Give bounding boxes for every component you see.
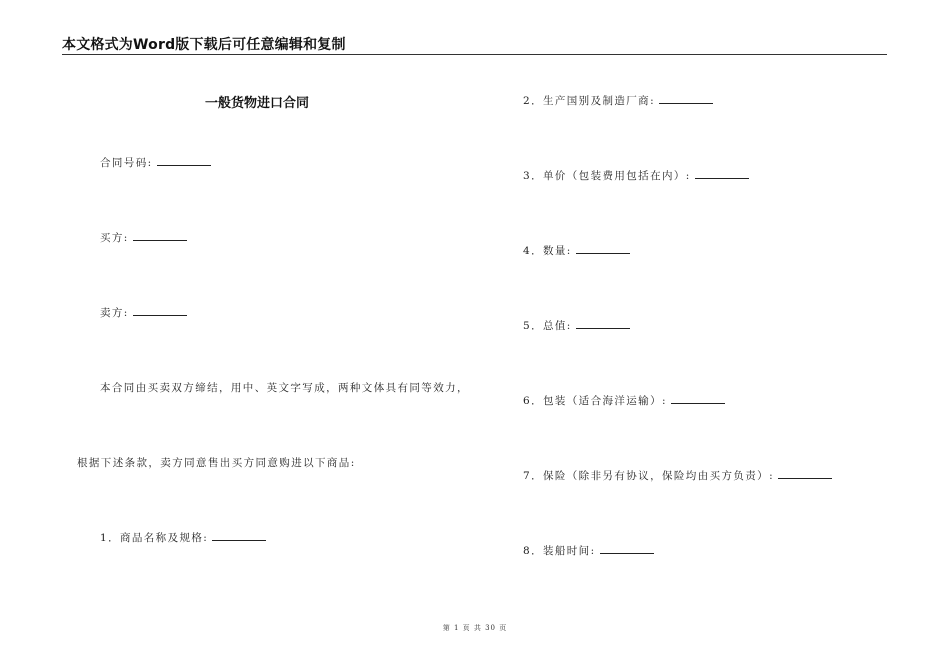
page-footer: 第 1 页 共 30 页 (442, 624, 508, 632)
unit-price-line (523, 168, 749, 183)
contract-number-line (100, 155, 211, 170)
contract-number-label: 合同号码: (100, 157, 153, 169)
terms-intro-paragraph (77, 455, 356, 470)
quantity-field[interactable] (576, 243, 630, 254)
unit-price-field[interactable] (695, 168, 749, 179)
seller-field[interactable] (133, 305, 187, 316)
shipment-time-field[interactable] (600, 543, 654, 554)
page-header (62, 36, 887, 55)
buyer-line (100, 230, 187, 245)
quantity-line (523, 243, 630, 258)
header-text: 本文格式为Word版下载后可任意编辑和复制 (62, 37, 346, 53)
shipment-time-label: 8．装船时间: (523, 545, 596, 557)
commodity-field[interactable] (212, 530, 266, 541)
document-title: 一般货物进口合同 (205, 96, 310, 111)
commodity-line (100, 530, 266, 545)
manufacturer-label: 2．生产国别及制造厂商: (523, 95, 656, 107)
contract-intro-text: 本合同由买卖双方缔结，用中、英文字写成，两种文体具有同等效力， (100, 382, 469, 394)
terms-intro-text: 根据下述条款，卖方同意售出买方同意购进以下商品: (77, 457, 356, 469)
seller-label: 卖方: (100, 307, 129, 319)
manufacturer-line (523, 93, 713, 108)
packing-field[interactable] (671, 393, 725, 404)
contract-intro-paragraph (100, 380, 469, 395)
insurance-field[interactable] (778, 468, 832, 479)
manufacturer-field[interactable] (659, 93, 713, 104)
packing-label: 6．包装（适合海洋运输）: (523, 395, 667, 407)
buyer-label: 买方: (100, 232, 129, 244)
total-value-label: 5．总值: (523, 320, 572, 332)
packing-line (523, 393, 725, 408)
commodity-label: 1．商品名称及规格: (100, 532, 209, 544)
buyer-field[interactable] (133, 230, 187, 241)
shipment-time-line (523, 543, 654, 558)
contract-number-field[interactable] (157, 155, 211, 166)
seller-line (100, 305, 187, 320)
total-value-line (523, 318, 630, 333)
unit-price-label: 3．单价（包装费用包括在内）: (523, 170, 691, 182)
quantity-label: 4．数量: (523, 245, 572, 257)
total-value-field[interactable] (576, 318, 630, 329)
insurance-label: 7．保险（除非另有协议，保险均由买方负责）: (523, 470, 775, 482)
insurance-line (523, 468, 832, 483)
